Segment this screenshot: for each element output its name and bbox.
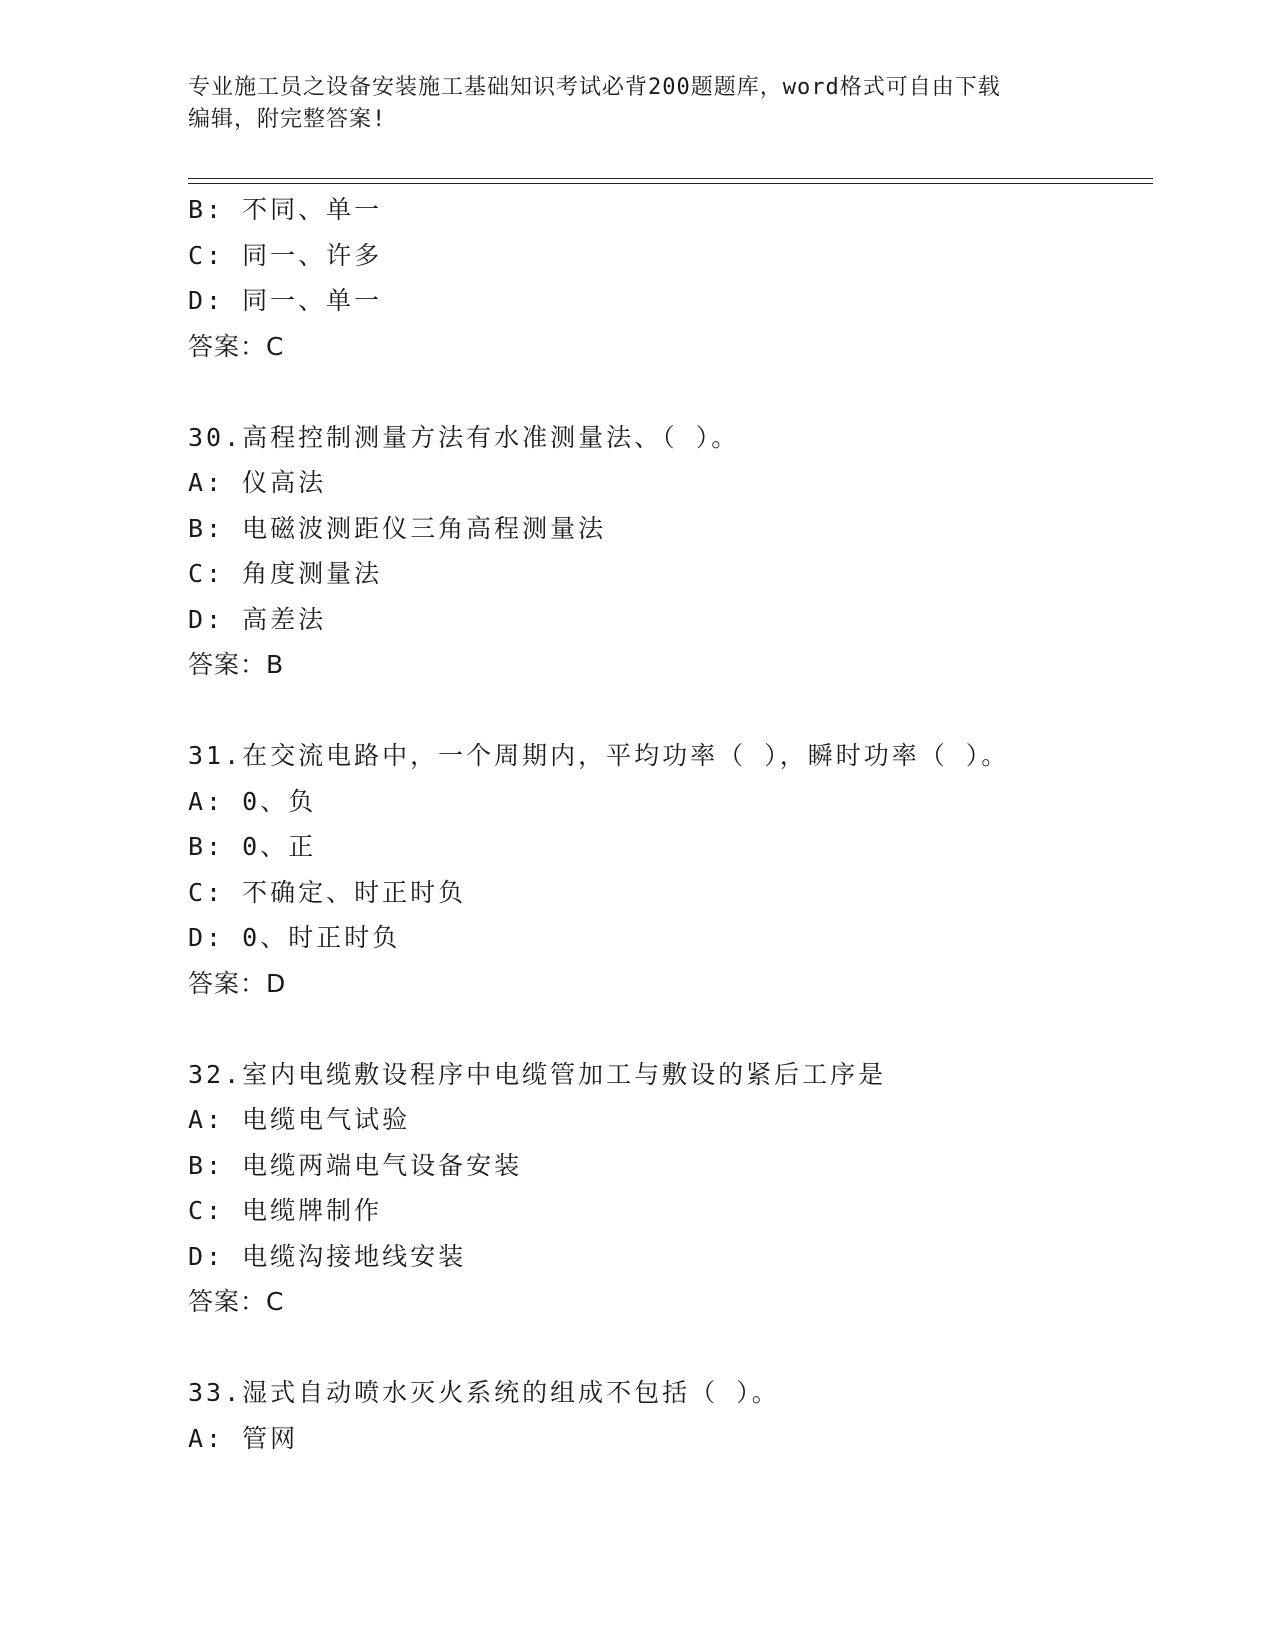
spacer <box>188 1325 1148 1371</box>
spacer <box>188 688 1148 734</box>
option-c: C: 角度测量法 <box>188 559 383 588</box>
question-list <box>188 187 1148 1461</box>
option-d: D: 高差法 <box>188 604 327 634</box>
option-a: A: 仪高法 <box>188 468 327 497</box>
option-a: A: 0、负 <box>188 786 317 816</box>
answer-line: 答案：C <box>188 1287 285 1316</box>
question-31 <box>188 733 1148 1006</box>
header-title-line-2: 编辑，附完整答案! <box>188 107 387 132</box>
question-32 <box>188 1052 1148 1325</box>
answer-line: 答案：D <box>188 968 287 998</box>
question-29-partial <box>188 187 1148 369</box>
option-c: C: 同一、许多 <box>188 240 383 270</box>
option-b: B: 电缆两端电气设备安装 <box>188 1150 523 1180</box>
option-d: D: 电缆沟接地线安装 <box>188 1241 467 1271</box>
option-d: D: 同一、单一 <box>188 286 383 315</box>
header-divider-bottom <box>188 183 1153 184</box>
question-33 <box>188 1370 1148 1461</box>
option-a: A: 电缆电气试验 <box>188 1105 411 1134</box>
answer-line: 答案：B <box>188 650 285 679</box>
option-b: B: 不同、单一 <box>188 195 383 224</box>
document-header <box>188 72 1088 136</box>
option-b: B: 电磁波测距仪三角高程测量法 <box>188 513 607 543</box>
option-d: D: 0、时正时负 <box>188 923 401 952</box>
answer-line: 答案：C <box>188 331 285 361</box>
question-stem: 33.湿式自动喷水灭火系统的组成不包括（ ）。 <box>188 1378 780 1407</box>
header-title-line-1: 专业施工员之设备安装施工基础知识考试必背200题题库，word格式可自由下载 <box>188 75 1001 100</box>
question-stem: 32.室内电缆敷设程序中电缆管加工与敷设的紧后工序是 <box>188 1059 887 1089</box>
spacer <box>188 369 1148 415</box>
question-stem: 30.高程控制测量方法有水准测量法、（ ）。 <box>188 422 740 452</box>
question-30 <box>188 415 1148 688</box>
option-a: A: 管网 <box>188 1423 299 1453</box>
header-divider-top <box>188 178 1153 179</box>
spacer <box>188 1006 1148 1052</box>
option-b: B: 0、正 <box>188 832 317 861</box>
option-c: C: 不确定、时正时负 <box>188 877 467 907</box>
question-stem: 31.在交流电路中，一个周期内，平均功率（ ），瞬时功率（ ）。 <box>188 741 1010 770</box>
option-c: C: 电缆牌制作 <box>188 1196 383 1225</box>
